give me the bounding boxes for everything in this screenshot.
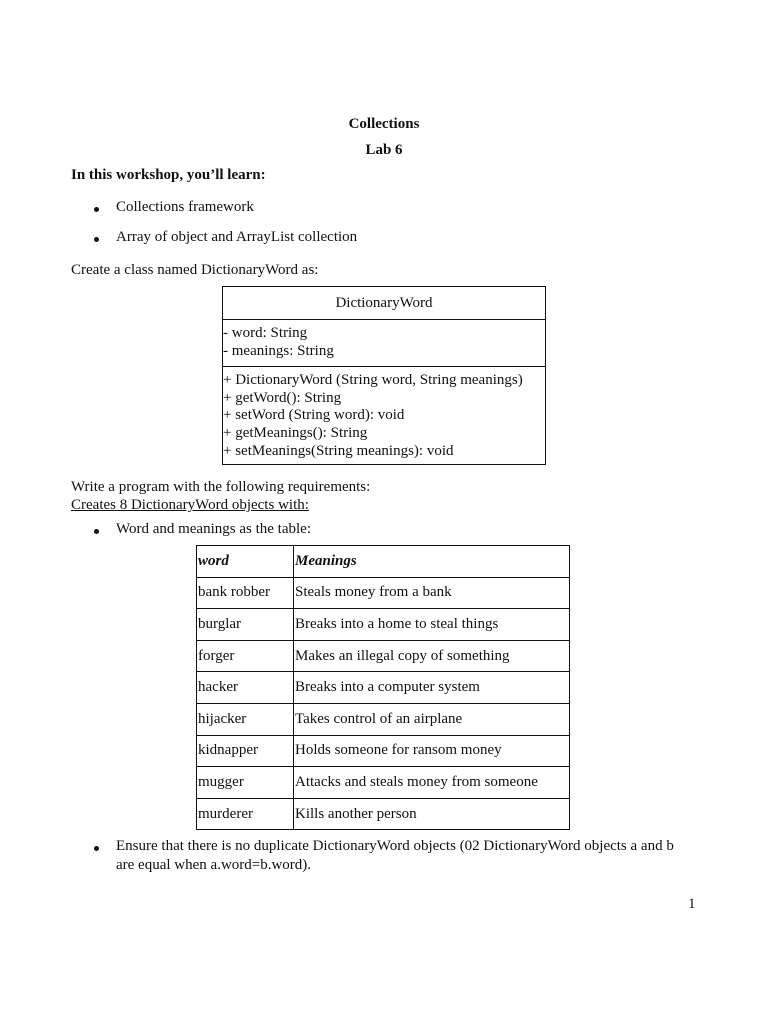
- word-cell: murderer: [197, 798, 294, 830]
- meaning-cell: Breaks into a home to steal things: [294, 609, 570, 641]
- uml-operation: + DictionaryWord (String word, String meanings): [223, 372, 523, 389]
- bullet-icon: [94, 207, 99, 212]
- meaning-cell: Attacks and steals money from someone: [294, 767, 570, 799]
- column-header-meanings: Meanings: [294, 546, 570, 578]
- uml-operation: + getWord(): String: [223, 389, 342, 406]
- meaning-cell: Holds someone for ransom money: [294, 735, 570, 767]
- creates-text: Creates 8 DictionaryWord objects with:: [71, 497, 309, 513]
- word-cell: bank robber: [197, 577, 294, 609]
- table-row: [197, 577, 570, 609]
- uml-class-diagram: [222, 286, 546, 465]
- table-row: [197, 798, 570, 830]
- uml-attribute: - meanings: String: [223, 342, 334, 359]
- meaning-cell: Takes control of an airplane: [294, 703, 570, 735]
- table-bullet-text: Word and meanings as the table:: [116, 521, 311, 537]
- word-cell: mugger: [197, 767, 294, 799]
- table-row: [197, 609, 570, 641]
- word-cell: hacker: [197, 672, 294, 704]
- page-number: 1: [688, 896, 696, 912]
- meaning-cell: Breaks into a computer system: [294, 672, 570, 704]
- table-row: [197, 735, 570, 767]
- bullet-icon: [94, 529, 99, 534]
- uml-attribute: - word: String: [223, 325, 308, 341]
- uml-class-name: DictionaryWord: [223, 287, 545, 320]
- create-class-text: Create a class named DictionaryWord as:: [71, 262, 319, 278]
- table-header-row: [197, 546, 570, 578]
- learn-item: Array of object and ArrayList collection: [116, 229, 358, 245]
- bullet-icon: [94, 237, 99, 242]
- page-title: Collections: [348, 116, 420, 132]
- dictionary-table: [196, 545, 570, 830]
- table-row: [197, 703, 570, 735]
- uml-operation: + getMeanings(): String: [223, 424, 368, 441]
- uml-operation: + setWord (String word): void: [223, 407, 405, 424]
- uml-attributes: [223, 320, 545, 367]
- table-row: [197, 767, 570, 799]
- word-cell: forger: [197, 640, 294, 672]
- requirements-text: Write a program with the following requirements:: [71, 479, 371, 495]
- learn-item: Collections framework: [116, 199, 254, 215]
- table-row: [197, 640, 570, 672]
- meaning-cell: Steals money from a bank: [294, 577, 570, 609]
- table-row: [197, 672, 570, 704]
- uml-operations: [223, 367, 545, 464]
- word-cell: burglar: [197, 609, 294, 641]
- lab-subtitle: Lab 6: [365, 142, 403, 158]
- meaning-cell: Kills another person: [294, 798, 570, 830]
- ensure-text-line2: are equal when a.word=b.word).: [116, 857, 312, 873]
- meaning-cell: Makes an illegal copy of something: [294, 640, 570, 672]
- bullet-icon: [94, 846, 99, 851]
- word-cell: hijacker: [197, 703, 294, 735]
- uml-operation: + setMeanings(String meanings): void: [223, 442, 454, 459]
- intro-heading: In this workshop, you’ll learn:: [71, 167, 266, 183]
- ensure-text-line1: Ensure that there is no duplicate DictionaryWord objects (02 DictionaryWord objects a and b: [116, 838, 674, 854]
- column-header-word: word: [197, 546, 294, 578]
- word-cell: kidnapper: [197, 735, 294, 767]
